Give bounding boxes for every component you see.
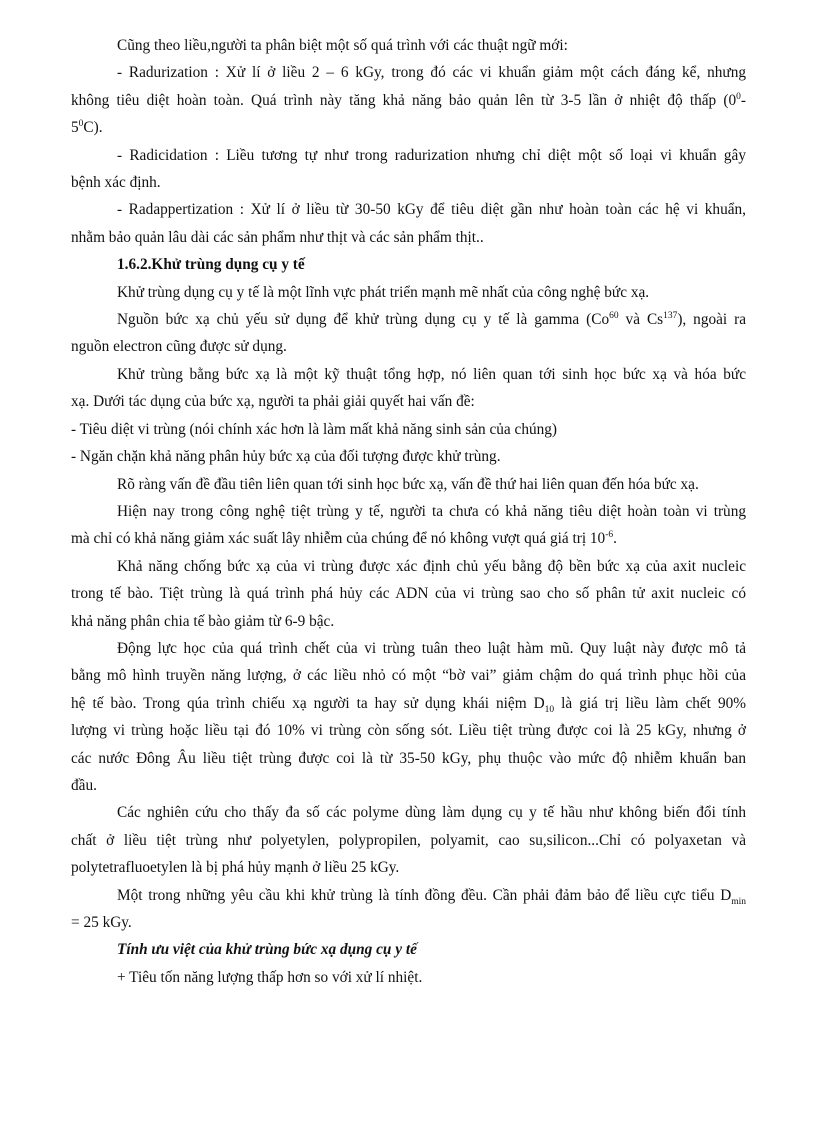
text: Cũng theo liều,người ta phân biệt một số quá trình với các thuật ngữ mới: [117, 37, 568, 54]
text: Các nghiên cứu cho thấy đa số các polyme dùng làm dụng cụ y tế hầu như không biến đổi tính [117, 804, 746, 822]
text: C). [83, 119, 103, 137]
text: Khả năng chống bức xạ của vi trùng được xác định chủ yếu bằng độ bền bức xạ của axit nucleic [117, 557, 746, 575]
text: Nguồn bức xạ chủ yếu sử dụng để khử trùng dụng cụ y tế là gamma (Co [117, 311, 610, 329]
paragraph-kinetics-line1 [71, 635, 746, 662]
text: - Ngăn chặn khả năng phân hủy bức xạ của đối tượng được khử trùng. [71, 448, 501, 466]
text: 5 [71, 119, 79, 137]
paragraph-resistance-line1 [71, 553, 746, 580]
superscript: 137 [663, 310, 678, 321]
text: bệnh xác định. [71, 174, 161, 192]
text: không tiêu diệt hoàn toàn. Quá trình này tăng khả năng bảo quản lên từ 3-5 lần ở nhiệt độ thấp (0 [71, 91, 737, 109]
text: lượng vi trùng hoặc liều tại đó 10% vi trùng còn sống sót. Liều tiệt trùng được coi là 25 kGy, nhưng ở [71, 722, 746, 740]
paragraph-technique-line2 [71, 388, 746, 415]
paragraph-sources-line2 [71, 333, 746, 360]
paragraph-intro [71, 32, 746, 59]
paragraph-polymers-line2 [71, 827, 746, 854]
paragraph-kinetics-line3 [71, 690, 746, 717]
paragraph-radurization-line3 [71, 114, 746, 141]
subscript: min [731, 896, 746, 907]
paragraph-two-problems [71, 471, 746, 498]
text: Khử trùng dụng cụ y tế là một lĩnh vực phát triển mạnh mẽ nhất của công nghệ bức xạ. [117, 283, 650, 301]
text: Động lực học của quá trình chết của vi trùng tuân theo luật hàm mũ. Quy luật này được mô tả [117, 639, 746, 657]
text: trong tế bào. Tiệt trùng là quá trình phá hủy các ADN của vi trùng sao cho số phân tử axit nucleic có [71, 585, 746, 603]
paragraph-kinetics-line2 [71, 662, 746, 689]
superscript: 0 [736, 91, 741, 102]
document-page [71, 32, 746, 991]
text: polytetrafluoetylen là bị phá hủy mạnh ở liều 25 kGy. [71, 859, 400, 877]
text: chất ở liều tiệt trùng như polyetylen, polypropilen, polyamit, cao su,silicon...Chỉ có polyaxetan và [71, 831, 746, 849]
paragraph-resistance-line2 [71, 580, 746, 607]
paragraph-radappertization-line1 [71, 196, 746, 223]
text: nguồn electron cũng được sử dụng. [71, 338, 287, 356]
paragraph-sources-line1 [71, 306, 746, 333]
text: mà chỉ có khả năng giảm xác suất lây nhiễm của chúng để nó không vượt quá giá trị 10 [71, 530, 606, 548]
text: khả năng phân chia tế bào giảm từ 6-9 bậc. [71, 612, 335, 630]
superscript: -6 [605, 530, 614, 541]
text: hệ tế bào. Trong qúa trình chiếu xạ người ta hay sử dụng khái niệm D [71, 694, 545, 712]
paragraph-kinetics-line6 [71, 772, 746, 799]
text: - [740, 91, 746, 109]
text: - Radurization : Xử lí ở liều 2 – 6 kGy, trong đó các vi khuẩn giảm một cách đáng kể, nhưng [117, 64, 746, 82]
text: ), ngoài ra [677, 311, 747, 329]
list-item-kill-microbes [71, 416, 746, 443]
paragraph-sterilization-intro [71, 279, 746, 306]
text: Hiện nay trong công nghệ tiệt trùng y tế, người ta chưa có khả năng tiêu diệt hoàn toàn vi trùng [117, 502, 746, 520]
paragraph-current-tech-line1 [71, 498, 746, 525]
text: Một trong những yêu cầu khi khử trùng là tính đồng đều. Cần phải đảm bảo để liều cực tiểu D [117, 886, 732, 904]
section-heading-1-6-2: 1.6.2.Khử trùng dụng cụ y tế [117, 256, 305, 274]
text: xạ. Dưới tác dụng của bức xạ, người ta phải giải quyết hai vấn đề: [71, 393, 475, 411]
superscript: 60 [609, 310, 619, 321]
paragraph-kinetics-line5 [71, 745, 746, 772]
text: . [613, 530, 617, 548]
text: - Radappertization : Xử lí ở liều từ 30-50 kGy để tiêu diệt gần như hoàn toàn các hệ vi khuẩn, [117, 201, 746, 219]
superscript: 0 [78, 119, 84, 130]
text: nhằm bảo quản lâu dài các sản phẩm như thịt và các sản phẩm thịt.. [71, 228, 484, 246]
paragraph-kinetics-line4 [71, 717, 746, 744]
text: và Cs [618, 311, 664, 329]
text: Rõ ràng vấn đề đầu tiên liên quan tới sinh học bức xạ, vấn đề thứ hai liên quan đến hóa bức xạ. [117, 475, 699, 493]
paragraph-radappertization-line2 [71, 224, 746, 251]
text: là giá trị liều làm chết 90% [554, 694, 746, 712]
paragraph-radurization-line1 [71, 59, 746, 86]
paragraph-uniformity-line2 [71, 909, 746, 936]
paragraph-technique-line1 [71, 361, 746, 388]
subheading-advantages: Tính ưu việt của khử trùng bức xạ dụng cụ y tế [117, 941, 417, 959]
list-item-prevent-degradation [71, 443, 746, 470]
list-item-low-energy [71, 964, 746, 991]
text: = 25 kGy. [71, 914, 132, 931]
subscript: 10 [544, 704, 555, 715]
text: - Radicidation : Liều tương tự như trong radurization nhưng chỉ diệt một số loại vi khuẩn gây [117, 146, 746, 164]
text: - Tiêu diệt vi trùng (nói chính xác hơn là làm mất khả năng sinh sản của chúng) [71, 420, 558, 438]
text: các nước Đông Âu liều tiệt trùng được coi là từ 35-50 kGy, phụ thuộc vào mức độ nhiễm khuẩn ban [71, 749, 746, 767]
text: bằng mô hình truyền năng lượng, ở các liều nhỏ có một “bờ vai” giảm chậm do quá trình phục hồi của [71, 667, 746, 685]
text: đầu. [71, 776, 97, 794]
text: Khử trùng bằng bức xạ là một kỹ thuật tổng hợp, nó liên quan tới sinh học bức xạ và hóa bức [117, 365, 746, 383]
paragraph-radicidation-line1 [71, 142, 746, 169]
text: + Tiêu tốn năng lượng thấp hơn so với xử lí nhiệt. [117, 968, 423, 986]
paragraph-resistance-line3 [71, 608, 746, 635]
paragraph-polymers-line3 [71, 854, 746, 881]
paragraph-current-tech-line2 [71, 525, 746, 552]
paragraph-radurization-line2 [71, 87, 746, 114]
paragraph-uniformity-line1 [71, 882, 746, 909]
paragraph-polymers-line1 [71, 799, 746, 826]
paragraph-radicidation-line2 [71, 169, 746, 196]
